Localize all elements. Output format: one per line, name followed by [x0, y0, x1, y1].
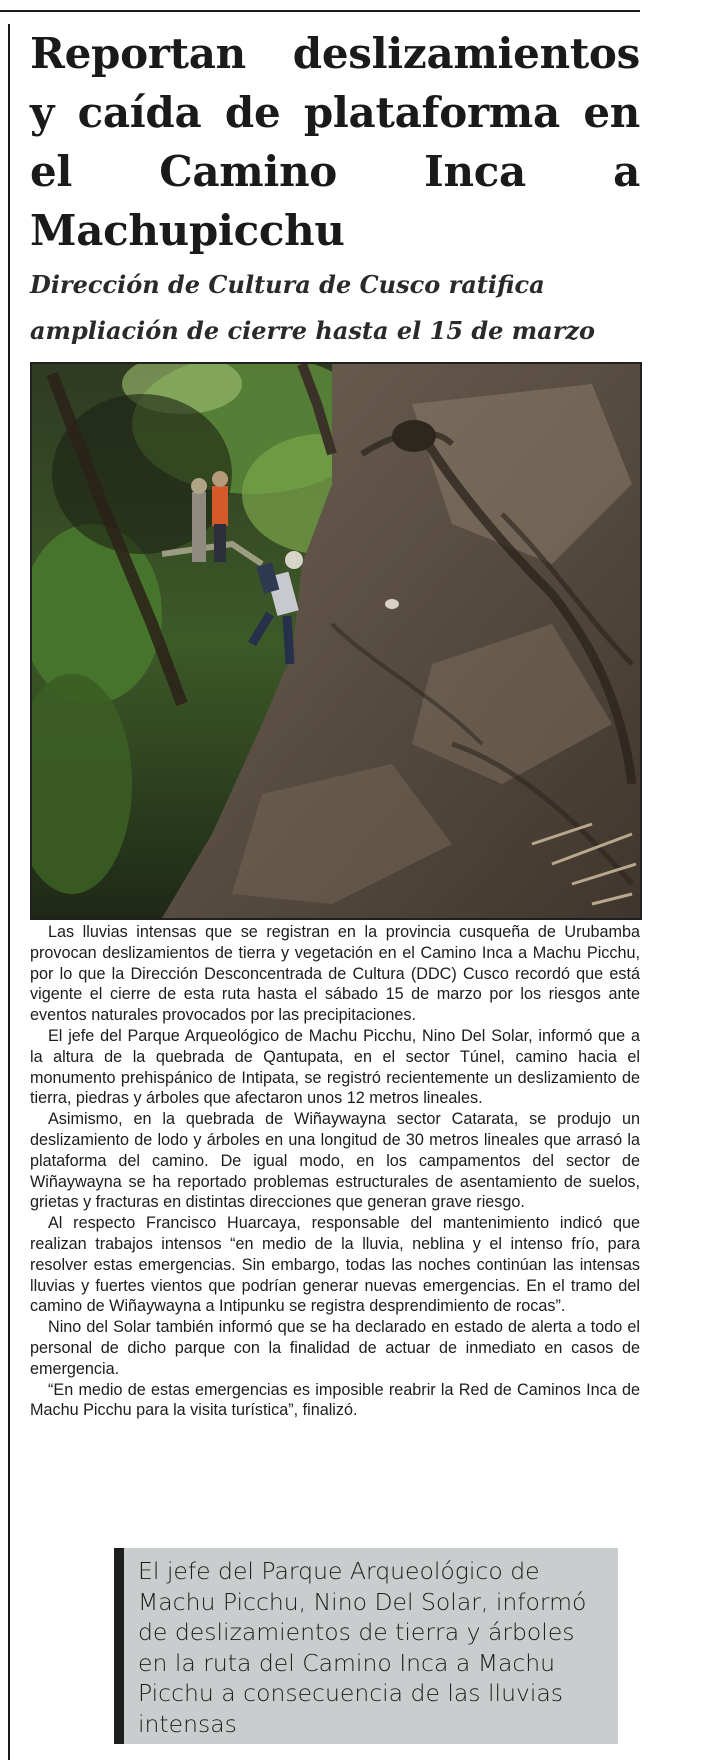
body-paragraph: Al respecto Francisco Huarcaya, responsable del mantenimiento indicó que realizan trabajos intensos “en medio de la lluvia, neblina y el intenso frío, para resolver estas emergencias. Sin embargo, todas las noches continúan las intensas lluvias y fuertes vientos que podrían generar nuevas emergencias. En el tramo del camino de Wiñaywayna a Intipunku se registra desprendimiento de rocas”. — [30, 1214, 640, 1316]
body-paragraph: Nino del Solar también informó que se ha declarado en estado de alerta a todo el personal de dicho parque con la finalidad de actuar de inmediato en casos de emergencia. — [30, 1318, 640, 1378]
landslide-trail-photo-icon — [32, 364, 640, 918]
article-body — [30, 922, 640, 1421]
pull-quote-text: El jefe del Parque Arqueológico de Machu Picchu, Nino Del Solar, informó de deslizamientos de tierra y árboles en la ruta del Camino Inca a Machu Picchu a consecuencia de las lluvias intensas — [138, 1557, 587, 1738]
subheadline: Dirección de Cultura de Cusco ratifica ampliación de cierre hasta el 15 de marzo — [30, 270, 596, 345]
top-rule — [0, 10, 640, 12]
body-paragraph: El jefe del Parque Arqueológico de Machu Picchu, Nino Del Solar, informó que a la altura de la quebrada de Qantupata, en el sector Túnel, camino hacia el monumento prehispánico de Intipata, se registró recientemente un deslizamiento de tierra, piedras y árboles que afectaron unos 12 metros lineales. — [30, 1026, 640, 1108]
body-paragraph: Las lluvias intensas que se registran en la provincia cusqueña de Urubamba provocan deslizamientos de tierra y vegetación en el Camino Inca a Machu Picchu, por lo que la Dirección Desconcentrada de Cultura (DDC) Cusco recordó que está vigente el cierre de esta ruta hasta el sábado 15 de marzo por los riesgos ante eventos naturales provocados por las precipitaciones. — [30, 923, 640, 1025]
body-paragraph: Asimismo, en la quebrada de Wiñaywayna sector Catarata, se produjo un deslizamiento de lodo y árboles en una longitud de 30 metros lineales que arrasó la plataforma del camino. De igual modo, en los campamentos del sector de Wiñaywayna se ha reportado problemas estructurales de asentamiento de suelos, grietas y fracturas en distintas direcciones que generan grave riesgo. — [30, 1110, 640, 1212]
body-paragraph: “En medio de estas emergencias es imposible reabrir la Red de Caminos Inca de Machu Picchu para la visita turística”, finalizó. — [30, 1380, 640, 1420]
pull-quote — [114, 1548, 618, 1744]
column-rule — [8, 24, 10, 1760]
article-photo — [30, 362, 642, 920]
headline: Reportan deslizamientos y caída de plataforma en el Camino Inca a Machupicchu — [30, 29, 640, 255]
